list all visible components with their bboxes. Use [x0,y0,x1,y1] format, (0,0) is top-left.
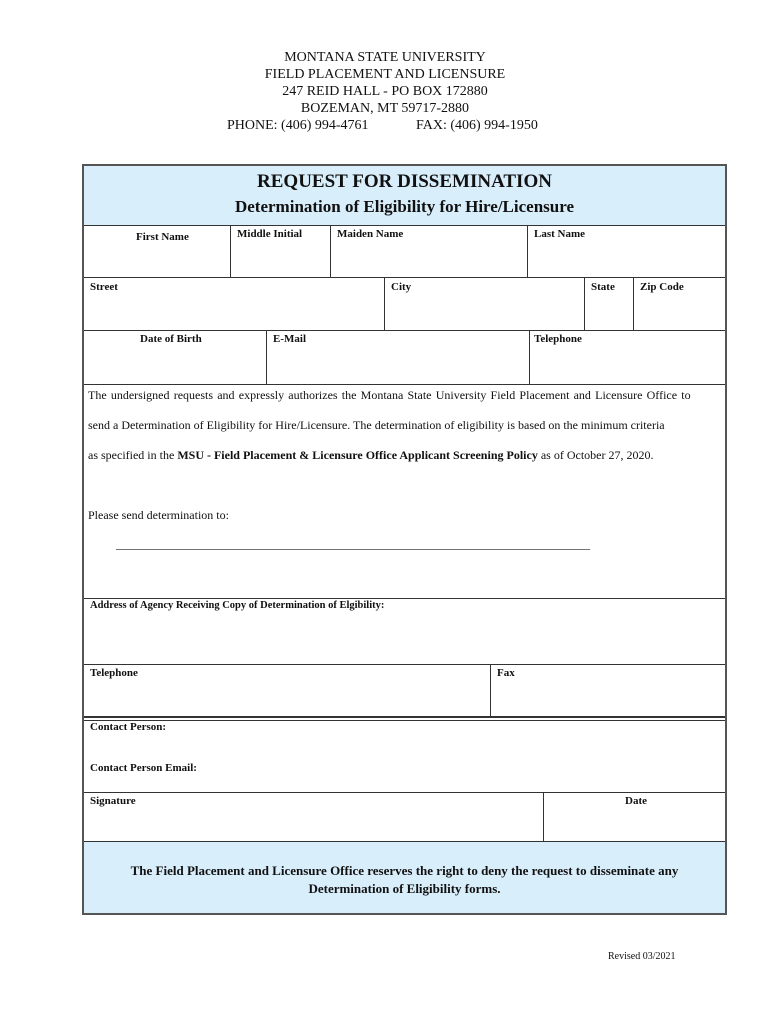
telephone-label[interactable]: Telephone [534,333,582,345]
contact-person-email-label[interactable]: Contact Person Email: [90,762,197,774]
authorization-line-3-post: as of October 27, 2020. [537,448,654,462]
send-to-line[interactable]: _______________________________________________________________________________ [116,537,590,551]
date-of-birth-label[interactable]: Date of Birth [140,333,202,345]
authorization-line-1: The undersigned requests and expressly authorizes the Montana State University Field Placement and Licensure Office to [88,388,691,402]
send-determination-label: Please send determination to: [88,508,229,522]
signature-label[interactable]: Signature [90,795,136,807]
revision-date: Revised 03/2021 [608,951,676,962]
agency-address-label[interactable]: Address of Agency Receiving Copy of Determination of Elgibility: [90,600,385,611]
title-band [84,166,725,225]
middle-initial-label[interactable]: Middle Initial [237,228,303,240]
agency-fax-label[interactable]: Fax [497,667,515,679]
authorization-line-3 [88,448,653,463]
date-label[interactable]: Date [625,795,647,807]
state-label[interactable]: State [591,281,615,293]
fax-number: FAX: (406) 994-1950 [416,118,538,133]
university-name: MONTANA STATE UNIVERSITY [284,50,486,65]
phone-number: PHONE: (406) 994-4761 [227,118,369,133]
city-label[interactable]: City [391,281,412,293]
address-line-1: 247 REID HALL - PO BOX 172880 [282,84,488,99]
zip-code-label[interactable]: Zip Code [640,281,684,293]
agency-telephone-label[interactable]: Telephone [90,667,138,679]
authorization-line-3-pre: as specified in the [88,448,178,462]
authorization-line-2: send a Determination of Eligibility for Hire/Licensure. The determination of eligibility is based on the minimum criteria [88,418,665,432]
notice-line-1: The Field Placement and Licensure Office reserves the right to deny the request to disseminate any [130,863,679,878]
form-title: REQUEST FOR DISSEMINATION [257,171,552,192]
address-line-2: BOZEMAN, MT 59717-2880 [300,101,470,116]
contact-person-label[interactable]: Contact Person: [90,721,167,733]
maiden-name-label[interactable]: Maiden Name [337,228,404,240]
email-label[interactable]: E-Mail [273,333,306,345]
street-label[interactable]: Street [90,281,118,293]
screening-policy-name: MSU - Field Placement & Licensure Office Applicant Screening Policy [177,448,538,462]
first-name-label[interactable]: First Name [136,231,189,243]
dissemination-form [82,164,727,915]
office-name: FIELD PLACEMENT AND LICENSURE [264,67,506,82]
last-name-label[interactable]: Last Name [534,228,586,240]
notice-band [84,842,725,913]
notice-line-2: Determination of Eligibility forms. [308,881,501,896]
form-subtitle: Determination of Eligibility for Hire/Licensure [234,197,575,216]
